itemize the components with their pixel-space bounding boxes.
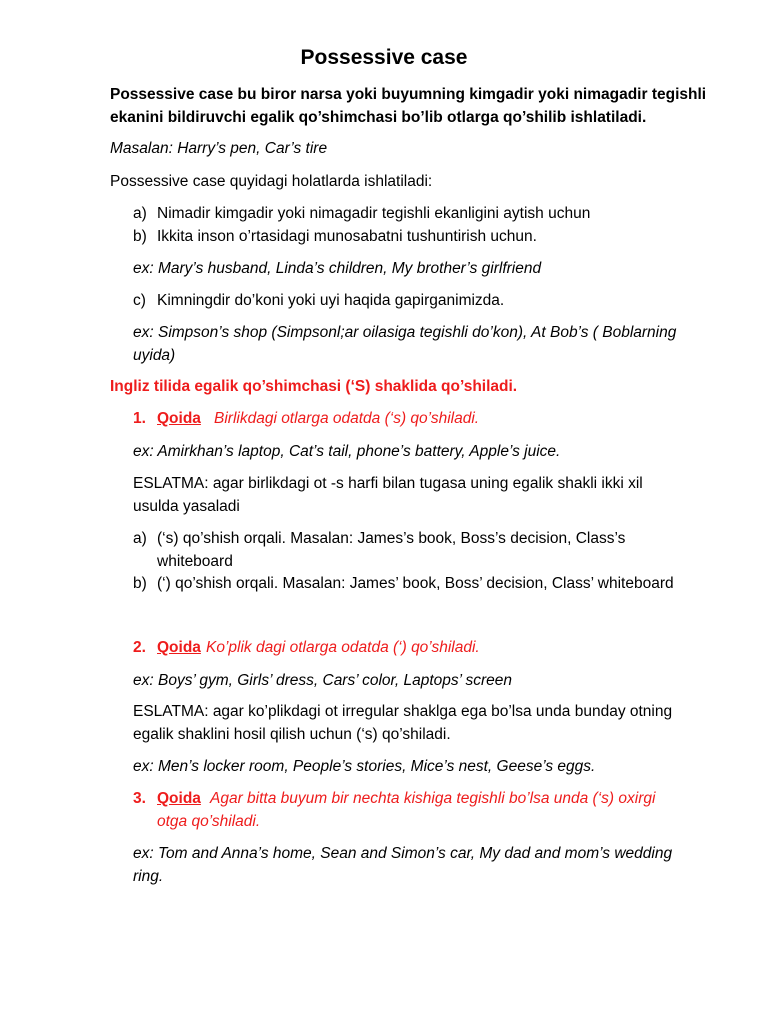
rule-2-word: Qoida [157, 639, 201, 656]
rule-3-word: Qoida [157, 790, 201, 807]
list-item: (‘) qo’shish orqali. Masalan: James’ book, Boss’ decision, Class’ whiteboard [157, 575, 674, 592]
list-item-label: b) [133, 228, 147, 245]
rule-1-text: Birlikdagi otlarga odatda (‘s) qo’shiladi. [214, 410, 480, 427]
eslatma-2-line-1: ESLATMA: agar ko’plikdagi ot irregular shaklga ega bo’lsa unda bunday otning [133, 703, 673, 720]
masalan-example: Masalan: Harry’s pen, Car’s tire [110, 140, 328, 157]
rule-3-number: 3. [133, 790, 146, 807]
rule-3-example-line-2: ring. [133, 868, 164, 885]
list-item-label: b) [133, 575, 147, 592]
eslatma-2-line-2: egalik shaklini hosil qilish uchun (‘s) qo’shiladi. [133, 726, 451, 743]
intro-line-1: Possessive case bu biror narsa yoki buyumning kimgadir yoki nimagadir tegishli [110, 86, 707, 103]
eslatma-1-line-1: ESLATMA: agar birlikdagi ot -s harfi bilan tugasa uning egalik shakli ikki xil [133, 475, 643, 492]
list-item-label: c) [133, 292, 146, 309]
rule-2-number: 2. [133, 639, 146, 656]
example-2-line-1: ex: Simpson’s shop (Simpsonl;ar oilasiga tegishli do’kon), At Bob’s ( Boblarning [133, 324, 677, 341]
rule-3-example-line-1: ex: Tom and Anna’s home, Sean and Simon’s car, My dad and mom’s wedding [133, 845, 673, 862]
example-1: ex: Mary’s husband, Linda’s children, My brother’s girlfriend [133, 260, 542, 277]
rule-2-text: Ko’plik dagi otlarga odatda (‘) qo’shiladi. [206, 639, 480, 656]
rule-3-text-line-1: Agar bitta buyum bir nechta kishiga tegishli bo’lsa unda (‘s) oxirgi [210, 790, 656, 807]
intro-line-2: ekanini bildiruvchi egalik qo’shimchasi bo’lib otlarga qo’shilib ishlatiladi. [110, 109, 647, 126]
list-item-continuation: whiteboard [157, 553, 233, 570]
section-heading: Ingliz tilida egalik qo’shimchasi (‘S) shaklida qo’shiladi. [110, 378, 518, 395]
example-2-line-2: uyida) [133, 347, 176, 364]
rule-3-text-line-2: otga qo’shiladi. [157, 813, 261, 830]
list-item: Kimningdir do’koni yoki uyi haqida gapirganimizda. [157, 292, 505, 309]
eslatma-1-line-2: usulda yasaladi [133, 498, 240, 515]
usage-intro: Possessive case quyidagi holatlarda ishlatiladi: [110, 173, 433, 190]
list-item: Nimadir kimgadir yoki nimagadir tegishli ekanligini aytish uchun [157, 205, 591, 222]
rule-2-example: ex: Boys’ gym, Girls’ dress, Cars’ color, Laptops’ screen [133, 672, 513, 689]
rule-1-example: ex: Amirkhan’s laptop, Cat’s tail, phone’s battery, Apple’s juice. [133, 443, 561, 460]
list-item: (‘s) qo’shish orqali. Masalan: James’s book, Boss’s decision, Class’s [157, 530, 626, 547]
rule-1-number: 1. [133, 410, 146, 427]
eslatma-2-example: ex: Men’s locker room, People’s stories, Mice’s nest, Geese’s eggs. [133, 758, 596, 775]
list-item-label: a) [133, 530, 147, 547]
list-item: Ikkita inson o’rtasidagi munosabatni tushuntirish uchun. [157, 228, 537, 245]
page-title: Possessive case [300, 46, 468, 69]
list-item-label: a) [133, 205, 147, 222]
rule-1-word: Qoida [157, 410, 201, 427]
